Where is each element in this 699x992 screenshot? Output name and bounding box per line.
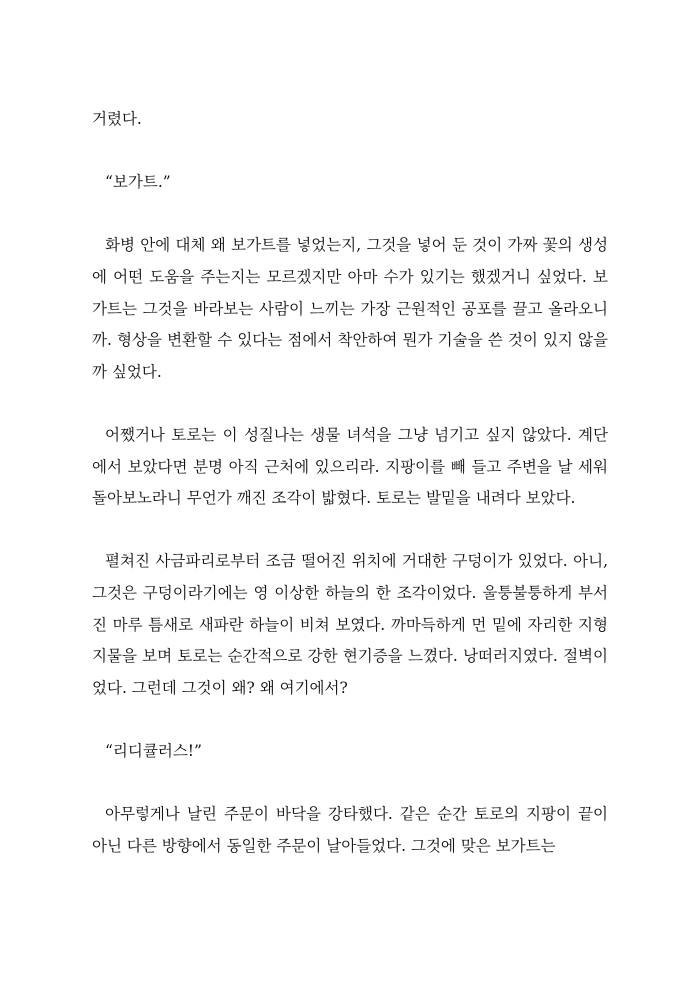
paragraph-gap <box>92 199 608 231</box>
paragraph-gap <box>92 136 608 168</box>
paragraph-stairs: 어쨌거나 토로는 이 성질나는 생물 녀석을 그냥 넘기고 싶지 않았다. 계단에서 보았다면 분명 아직 근처에 있으리라. 지팡이를 빼 들고 주변을 날 세워 돌아보노라니 무언가 깨진 조각이 밟혔다. 토로는 발밑을 내려다 보았다. <box>92 425 608 508</box>
paragraph-pit: 펼쳐진 사금파리로부터 조금 떨어진 위치에 거대한 구덩이가 있었다. 아니, 그것은 구덩이라기에는 영 이상한 하늘의 한 조각이었다. 울퉁불퉁하게 부서진 마루 틈새로 새파란 하늘이 비쳐 보였다. 까마득하게 먼 밑에 자리한 지형지물을 보며 토로는 순간적으로 강한 현기증을 느꼈다. 낭떠러지였다. 절벽이었다. 그런데 그것이 왜? 왜 여기에서? <box>92 552 608 697</box>
paragraph-spell: 아무렇게나 날린 주문이 바닥을 강타했다. 같은 순간 토로의 지팡이 끝이 아닌 다른 방향에서 동일한 주문이 날아들었다. 그것에 맞은 보가트는 <box>92 805 608 855</box>
paragraph-continuation: 거렸다. <box>92 110 142 128</box>
paragraph-gap <box>92 515 608 547</box>
paragraph-gap <box>92 704 608 736</box>
dialogue-riddikulus: “리디큘러스!” <box>105 741 202 760</box>
paragraph-gap <box>92 388 608 420</box>
paragraph-gap <box>92 767 608 799</box>
dialogue-boggart: “보가트.” <box>105 173 171 192</box>
paragraph-vase: 화병 안에 대체 왜 보가트를 넣었는지, 그것을 넣어 둔 것이 가짜 꽃의 생성에 어떤 도움을 주는지는 모르겠지만 아마 수가 있기는 했겠거니 싶었다. 보가트는 그것을 바라보는 사람이 느끼는 가장 근원적인 공포를 끌고 올라오니까. 형상을 변환할 수 있다는 점에서 착안하여 뭔가 기술을 쓴 것이 있지 않을까 싶었다. <box>92 236 608 381</box>
document-page <box>92 104 608 862</box>
